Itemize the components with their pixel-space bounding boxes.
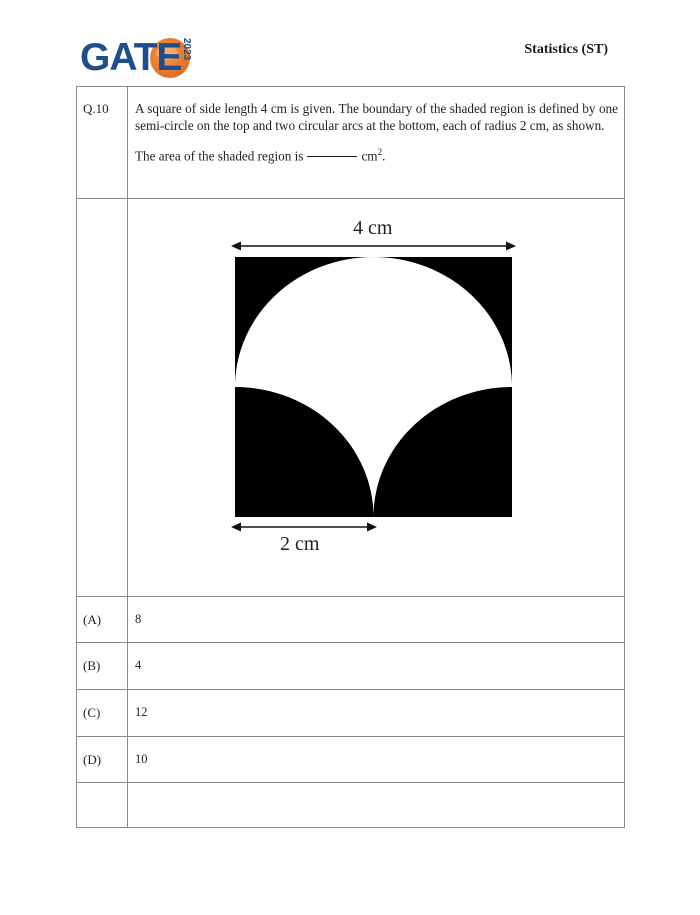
option-value: 10: [135, 752, 148, 766]
option-row-d: [77, 737, 624, 783]
option-label: (B): [83, 658, 101, 673]
question-table: [76, 86, 625, 828]
answer-blank: [307, 156, 357, 157]
question-text: A square of side length 4 cm is given. The boundary of the shaded region is defined by one semi-circle on the top and two circular arcs at the bottom, each of radius 2 cm, as shown.: [135, 101, 618, 133]
option-row-a: [77, 597, 624, 643]
top-dimension-label: 4 cm: [353, 217, 393, 239]
option-row-b: [77, 643, 624, 690]
prompt-exponent: 2: [377, 147, 383, 157]
gate-logo: [80, 36, 200, 80]
question-number: Q.10: [83, 101, 109, 116]
subject-title: Statistics (ST): [524, 42, 608, 57]
option-label: (A): [83, 612, 102, 627]
prompt-unit: cm: [361, 148, 378, 164]
figure-row: [77, 199, 624, 597]
option-label: (D): [83, 752, 102, 767]
square-diagram: [235, 257, 512, 517]
top-dimension-arrow: [231, 239, 516, 253]
question-row: [77, 87, 624, 199]
option-value: 4: [135, 658, 142, 672]
question-prompt: [135, 144, 618, 165]
option-value: 12: [135, 705, 148, 719]
question-text-cell: [135, 101, 618, 165]
prompt-end: .: [382, 148, 386, 164]
logo-year: 2023: [181, 38, 192, 61]
option-label: (C): [83, 705, 101, 720]
bottom-dimension-arrow: [231, 520, 377, 534]
shaded-region-figure: [77, 199, 626, 597]
option-row-c: [77, 690, 624, 737]
empty-row: [77, 783, 624, 827]
bottom-dimension-label: 2 cm: [280, 533, 320, 555]
logo-text: GATE: [80, 36, 182, 79]
option-value: 8: [135, 612, 142, 626]
prompt-text: The area of the shaded region is: [135, 148, 304, 164]
